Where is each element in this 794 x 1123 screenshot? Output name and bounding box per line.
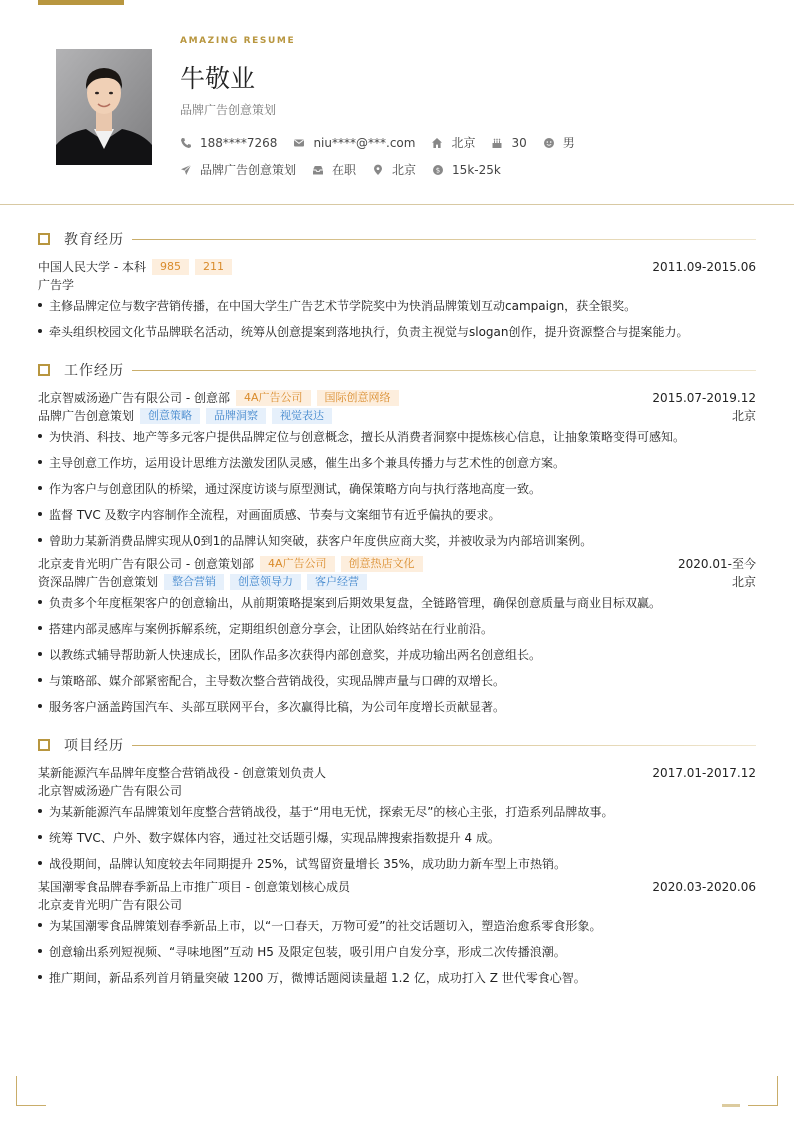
major-name: 广告学 <box>38 278 75 292</box>
gender-value: 男 <box>562 136 575 150</box>
section-marker <box>38 739 50 751</box>
project-bullet: 创意输出系列短视频、“寻味地图”互动 H5 及限定包装，吸引用户自发分享，形成二次传播浪潮。 <box>38 943 756 960</box>
contact-email <box>293 136 415 150</box>
school-name: 中国人民大学 - 本科 <box>38 260 146 274</box>
section-divider <box>132 239 756 240</box>
school-tag: 211 <box>195 259 232 275</box>
education-bullet: 主修品牌定位与数字营销传播，在中国大学生广告艺术节学院奖中为快消品牌策划互动campaign，获全银奖。 <box>38 297 756 314</box>
target-city-value: 北京 <box>392 163 417 177</box>
company-name: 北京智威汤逊广告有限公司 - 创意部 <box>38 391 230 405</box>
section-work <box>38 360 756 380</box>
mail-icon <box>293 137 305 149</box>
section-title: 工作经历 <box>64 363 124 379</box>
job-intent-row <box>180 161 517 178</box>
section-projects <box>38 735 756 755</box>
education-header <box>38 258 756 275</box>
contact-phone <box>180 136 277 150</box>
work-bullet: 与策略部、媒介部紧密配合，主导数次整合营销战役，实现品牌声量与口碑的双增长。 <box>38 672 756 689</box>
project-company-row <box>38 896 756 913</box>
work-role-row <box>38 407 756 424</box>
portrait-illustration <box>56 49 152 165</box>
role-name: 品牌广告创意策划 <box>38 409 135 423</box>
project-bullet: 战役期间，品牌认知度较去年同期提升 25%，试驾留资量增长 35%，成功助力新车型上市热销。 <box>38 855 756 872</box>
section-divider <box>132 370 756 371</box>
project-date: 2020.03-2020.06 <box>652 879 756 894</box>
company-tag: 4A广告公司 <box>260 556 335 572</box>
project-company: 北京麦肯光明广告有限公司 <box>38 898 183 912</box>
status-value: 在职 <box>332 163 357 177</box>
work-bullet: 作为客户与创意团队的桥梁，通过深度访谈与原型测试，确保策略方向与执行落地高度一致。 <box>38 480 756 497</box>
section-education <box>38 229 756 249</box>
location-pin-icon <box>372 164 384 176</box>
work-bullet: 主导创意工作坊，运用设计思维方法激发团队灵感，催生出多个兼具传播力与艺术性的创意方案。 <box>38 454 756 471</box>
work-header <box>38 555 756 572</box>
contact-row <box>180 134 591 151</box>
work-bullet: 负责多个年度框架客户的创意输出，从前期策略提案到后期效果复盘，全链路管理，确保创意质量与商业目标双赢。 <box>38 594 756 611</box>
contact-age <box>491 136 526 150</box>
skill-tag: 整合营销 <box>164 574 224 590</box>
skill-tag: 品牌洞察 <box>206 408 266 424</box>
work-bullet: 服务客户涵盖跨国汽车、头部互联网平台，多次赢得比稿，为公司年度增长贡献显著。 <box>38 698 756 715</box>
intent-city <box>372 161 416 178</box>
project-title: 某国潮零食品牌春季新品上市推广项目 - 创意策划核心成员 <box>38 880 350 894</box>
home-icon <box>431 137 443 149</box>
candidate-name: 牛敬业 <box>180 64 256 93</box>
work-city: 北京 <box>731 409 756 423</box>
contact-gender <box>543 134 575 151</box>
work-bullet: 监督 TVC 及数字内容制作全流程，对画面质感、节奏与文案细节有近乎偏执的要求。 <box>38 506 756 523</box>
work-city: 北京 <box>731 575 756 589</box>
company-tag: 创意热店文化 <box>341 556 423 572</box>
project-header <box>38 878 756 895</box>
profile-photo <box>56 49 152 165</box>
education-bullet: 牵头组织校园文化节品牌联名活动，统筹从创意提案到落地执行，负责主视觉与slogan创作，提升资源整合与提案能力。 <box>38 323 756 340</box>
corner-decoration <box>16 1076 46 1106</box>
age-value: 30 <box>511 135 527 150</box>
education-date: 2011.09-2015.06 <box>652 259 756 274</box>
cake-icon <box>491 137 503 149</box>
skill-tag: 创意策略 <box>140 408 200 424</box>
section-marker <box>38 364 50 376</box>
company-tag: 4A广告公司 <box>236 390 311 406</box>
bottom-accent-bar <box>722 1104 740 1107</box>
work-bullet: 为快消、科技、地产等多元客户提供品牌定位与创意概念，擅长从消费者洞察中提炼核心信息，让抽象策略变得可感知。 <box>38 428 756 445</box>
phone-icon <box>180 137 192 149</box>
project-bullet: 统筹 TVC、户外、数字媒体内容，通过社交话题引爆，实现品牌搜索指数提升 4 成。 <box>38 829 756 846</box>
candidate-title: 品牌广告创意策划 <box>180 103 277 117</box>
contact-city <box>431 134 475 151</box>
project-company: 北京智威汤逊广告有限公司 <box>38 784 183 798</box>
intent-status <box>312 161 356 178</box>
skill-tag: 创意领导力 <box>230 574 301 590</box>
work-bullet: 搭建内部灵感库与案例拆解系统，定期组织创意分享会，让团队始终站在行业前沿。 <box>38 620 756 637</box>
skill-tag: 视觉表达 <box>272 408 332 424</box>
intent-role <box>180 161 296 178</box>
work-header <box>38 389 756 406</box>
project-bullet: 推广期间，新品系列首月销量突破 1200 万，微博话题阅读量超 1.2 亿，成功打入 Z 世代零食心智。 <box>38 969 756 986</box>
section-marker <box>38 233 50 245</box>
project-header <box>38 764 756 781</box>
phone-value: 188****7268 <box>200 135 278 150</box>
work-date: 2015.07-2019.12 <box>652 390 756 405</box>
intent-salary <box>432 163 501 177</box>
section-divider <box>132 745 756 746</box>
role-name: 资深品牌广告创意策划 <box>38 575 159 589</box>
work-date: 2020.01-至今 <box>678 557 756 571</box>
company-tag: 国际创意网络 <box>317 390 399 406</box>
section-title: 教育经历 <box>64 232 124 248</box>
school-tag: 985 <box>152 259 189 275</box>
svg-text:$: $ <box>435 166 441 175</box>
smiley-icon <box>543 137 555 149</box>
work-bullet: 曾助力某新消费品牌实现从0到1的品牌认知突破，获客户年度供应商大奖，并被收录为内部培训案例。 <box>38 532 756 549</box>
skill-tag: 客户经营 <box>307 574 367 590</box>
target-role-value: 品牌广告创意策划 <box>200 163 297 177</box>
corner-decoration <box>748 1076 778 1106</box>
city-value: 北京 <box>451 136 476 150</box>
project-date: 2017.01-2017.12 <box>652 765 756 780</box>
inbox-icon <box>312 164 324 176</box>
company-name: 北京麦肯光明广告有限公司 - 创意策划部 <box>38 557 254 571</box>
project-bullet: 为某国潮零食品牌策划春季新品上市，以“一口春天，万物可爱”的社交话题切入，塑造治愈系零食形象。 <box>38 917 756 934</box>
email-value: niu****@***.com <box>313 135 416 150</box>
resume-kicker: AMAZING RESUME <box>180 36 296 46</box>
project-company-row <box>38 782 756 799</box>
resume-header <box>0 0 794 205</box>
salary-value: 15k-25k <box>452 162 501 177</box>
section-title: 项目经历 <box>64 738 124 754</box>
send-icon <box>180 164 192 176</box>
work-bullet: 以教练式辅导帮助新人快速成长，团队作品多次获得内部创意奖，并成功输出两名创意组长。 <box>38 646 756 663</box>
work-role-row <box>38 573 756 590</box>
project-title: 某新能源汽车品牌年度整合营销战役 - 创意策划负责人 <box>38 766 326 780</box>
education-major-row <box>38 276 756 293</box>
project-bullet: 为某新能源汽车品牌策划年度整合营销战役，基于“用电无忧，探索无尽”的核心主张，打造系列品牌故事。 <box>38 803 756 820</box>
money-icon <box>432 164 444 176</box>
